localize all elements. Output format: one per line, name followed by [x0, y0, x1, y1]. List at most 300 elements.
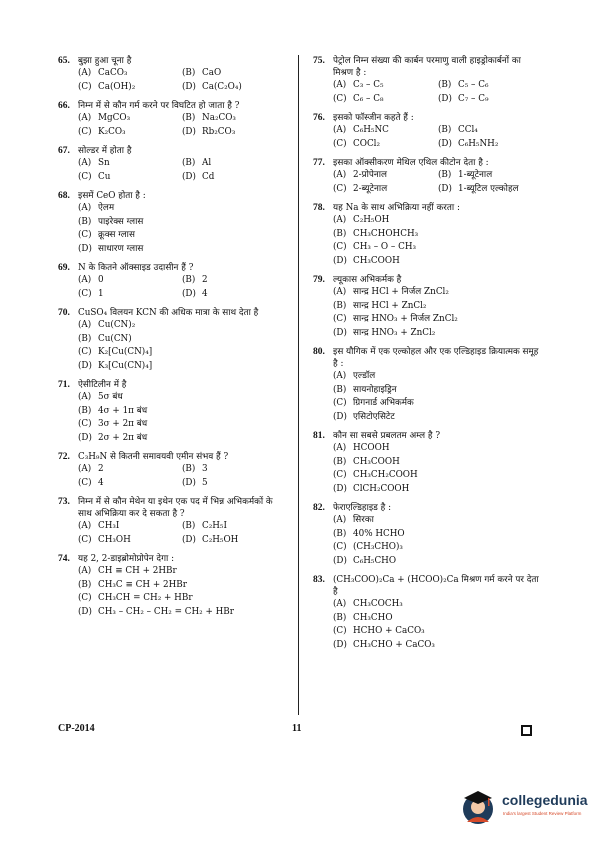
question-block	[58, 100, 286, 139]
answer-option	[182, 274, 286, 288]
graduate-icon	[458, 786, 498, 826]
option-text: 2	[98, 464, 104, 474]
answer-option	[333, 93, 438, 107]
answer-option	[78, 243, 286, 257]
option-text: K₂CO₃	[98, 126, 126, 137]
option-label: (D)	[333, 255, 347, 266]
answer-option	[333, 241, 543, 255]
option-label: (D)	[78, 432, 92, 443]
question-stem	[313, 430, 543, 442]
option-label: (C)	[333, 183, 347, 194]
option-text: CH₃OH	[98, 534, 131, 545]
question-number: 72.	[58, 452, 70, 462]
option-label: (C)	[333, 138, 347, 149]
option-text: 3σ + 2π बंध	[98, 419, 148, 429]
question-text: C₃H₉N से कितनी समावयवी एमीन संभव हैं ?	[78, 452, 229, 462]
end-square-icon	[521, 725, 532, 736]
question-block	[313, 55, 543, 106]
answer-option	[78, 520, 182, 534]
answer-option	[438, 79, 543, 93]
answer-option	[333, 169, 438, 183]
option-text: ऐलम	[98, 203, 115, 213]
option-label: (B)	[438, 125, 452, 135]
option-label: (C)	[78, 171, 92, 182]
answer-option	[78, 360, 286, 374]
option-label: (A)	[78, 275, 92, 285]
options-list	[333, 124, 543, 151]
option-text: 2	[202, 275, 208, 285]
options-list	[333, 442, 543, 496]
option-text: K₃[Cu(CN)₄]	[98, 360, 153, 371]
option-label: (D)	[438, 183, 452, 194]
option-text: CH ≡ CH + 2HBr	[98, 566, 177, 576]
option-label: (A)	[78, 113, 92, 123]
options-list	[333, 514, 543, 568]
options-list	[78, 520, 286, 547]
option-label: (A)	[333, 80, 347, 90]
option-text: CCl₄	[458, 125, 478, 135]
option-text: सान्द्र HNO₃ + ZnCl₂	[353, 327, 436, 338]
answer-option	[182, 67, 286, 81]
option-text: CH₃CHOHCH₃	[353, 228, 419, 239]
option-label: (B)	[333, 300, 347, 311]
question-stem	[58, 145, 286, 157]
answer-option	[438, 138, 543, 152]
option-label: (D)	[182, 171, 196, 182]
question-number: 77.	[313, 158, 325, 168]
option-label: (D)	[333, 483, 347, 494]
option-label: (A)	[333, 515, 347, 525]
option-label: (B)	[333, 384, 347, 395]
question-block	[313, 202, 543, 268]
options-list	[333, 598, 543, 652]
option-text: CH₃COOH	[353, 456, 400, 467]
option-label: (B)	[182, 521, 196, 531]
option-label: (A)	[78, 158, 92, 168]
answer-option	[78, 274, 182, 288]
logo-tagline: India's largest Student Review Platform	[503, 811, 582, 816]
logo-brand: collegedunia	[502, 792, 588, 808]
option-label: (C)	[78, 593, 92, 603]
answer-option	[182, 157, 286, 171]
option-label: (A)	[333, 215, 347, 225]
column-divider	[298, 55, 299, 715]
option-label: (B)	[333, 228, 347, 239]
option-label: (A)	[78, 320, 92, 330]
question-block	[58, 451, 286, 490]
answer-option	[182, 171, 286, 185]
option-text: CH₃CHO + CaCO₃	[353, 639, 435, 650]
answer-option	[333, 411, 543, 425]
option-label: (B)	[333, 456, 347, 467]
option-text: CH₃COCH₃	[353, 599, 403, 609]
option-text: C₃ – C₅	[353, 80, 384, 90]
option-label: (B)	[78, 333, 92, 344]
option-label: (D)	[438, 93, 452, 104]
option-text: 4σ + 1π बंध	[98, 405, 148, 416]
option-text: C₅ – C₆	[458, 80, 489, 90]
question-block	[313, 157, 543, 196]
option-label: (D)	[78, 243, 92, 254]
options-list	[78, 67, 286, 94]
option-text: CH₃C ≡ CH + 2HBr	[98, 579, 187, 590]
answer-option	[182, 288, 286, 302]
option-text: ग्रिगनार्ड अभिकर्मक	[353, 398, 414, 408]
question-text: बुझा हुआ चूना है	[78, 56, 132, 66]
option-label: (D)	[333, 555, 347, 566]
option-label: (D)	[78, 360, 92, 371]
answer-option	[333, 384, 543, 398]
option-text: 0	[98, 275, 104, 285]
option-text: Cd	[202, 171, 215, 182]
answer-option	[333, 456, 543, 470]
question-number: 78.	[313, 203, 325, 213]
option-text: एसिटोएसिटेट	[353, 411, 395, 422]
answer-option	[333, 124, 438, 138]
option-text: 2σ + 2π बंध	[98, 432, 148, 443]
option-text: सिरका	[353, 515, 374, 525]
option-label: (D)	[182, 534, 196, 545]
option-label: (C)	[78, 81, 92, 92]
option-text: सान्द्र HCl + निर्जल ZnCl₂	[353, 287, 449, 297]
option-text: Ca(C₂O₄)	[202, 81, 242, 92]
collegedunia-logo	[458, 786, 588, 826]
option-label: (A)	[78, 566, 92, 576]
question-block	[58, 145, 286, 184]
left-column	[58, 55, 286, 625]
option-label: (D)	[333, 639, 347, 650]
answer-option	[78, 157, 182, 171]
answer-option	[78, 216, 286, 230]
answer-option	[182, 534, 286, 548]
question-block	[58, 553, 286, 619]
answer-option	[333, 469, 543, 483]
question-number: 68.	[58, 191, 70, 201]
options-list	[78, 274, 286, 301]
option-text: C₆H₅NC	[353, 125, 389, 135]
question-number: 76.	[313, 113, 325, 123]
option-text: Cu(CN)	[98, 333, 132, 344]
question-block	[313, 430, 543, 496]
question-block	[58, 190, 286, 256]
option-text: Cu	[98, 171, 111, 182]
answer-option	[78, 391, 286, 405]
answer-option	[78, 579, 286, 593]
answer-option	[182, 81, 286, 95]
answer-option	[333, 183, 438, 197]
answer-option	[182, 477, 286, 491]
option-text: CH₃COOH	[353, 255, 400, 266]
question-text: निम्न में से कौन गर्म करने पर विघटित हो जाता है ?	[78, 101, 240, 111]
answer-option	[333, 483, 543, 497]
option-label: (B)	[78, 579, 92, 590]
question-text: इस यौगिक में एक एल्कोहल और एक एल्डिहाइड क्रियात्मक समूह है :	[333, 347, 539, 369]
option-label: (B)	[182, 113, 196, 123]
question-stem	[313, 346, 543, 370]
option-label: (B)	[182, 68, 196, 78]
option-label: (C)	[333, 93, 347, 104]
option-label: (C)	[78, 230, 92, 240]
question-stem	[58, 100, 286, 112]
option-text: K₂[Cu(CN)₄]	[98, 347, 153, 357]
option-label: (D)	[182, 288, 196, 299]
paper-code: CP-2014	[58, 723, 95, 734]
options-list	[333, 169, 543, 196]
options-list	[333, 286, 543, 340]
answer-option	[78, 534, 182, 548]
question-text: इसका ऑक्सीकरण मेथिल एथिल कीटोन देता है :	[333, 158, 489, 168]
answer-option	[78, 565, 286, 579]
option-text: एल्डॉल	[353, 371, 376, 381]
option-label: (C)	[78, 534, 92, 545]
option-text: CH₃CH₂COOH	[353, 470, 418, 480]
question-stem	[58, 451, 286, 463]
option-text: C₆H₅NH₂	[458, 138, 499, 149]
answer-option	[333, 639, 543, 653]
option-text: C₇ – C₉	[458, 93, 489, 104]
page-number: 11	[292, 723, 302, 734]
options-list	[333, 370, 543, 424]
question-number: 70.	[58, 308, 70, 318]
answer-option	[78, 477, 182, 491]
question-number: 83.	[313, 575, 325, 585]
answer-option	[78, 418, 286, 432]
answer-option	[333, 79, 438, 93]
answer-option	[78, 606, 286, 620]
option-text: सान्द्र HCl + ZnCl₂	[353, 300, 427, 311]
option-text: CaO	[202, 68, 222, 78]
answer-option	[438, 169, 543, 183]
question-text: इसको फॉस्जीन कहते हैं :	[333, 113, 414, 123]
answer-option	[78, 592, 286, 606]
answer-option	[333, 625, 543, 639]
question-stem	[58, 262, 286, 274]
option-text: 4	[202, 288, 208, 299]
answer-option	[333, 370, 543, 384]
question-block	[58, 262, 286, 301]
answer-option	[182, 463, 286, 477]
answer-option	[333, 327, 543, 341]
option-text: MgCO₃	[98, 113, 131, 123]
question-number: 74.	[58, 554, 70, 564]
option-label: (A)	[333, 599, 347, 609]
question-number: 71.	[58, 380, 70, 390]
options-list	[78, 463, 286, 490]
answer-option	[333, 255, 543, 269]
options-list	[78, 157, 286, 184]
option-label: (B)	[333, 528, 347, 539]
question-number: 75.	[313, 56, 325, 66]
option-text: 5	[202, 477, 208, 488]
option-label: (A)	[78, 68, 92, 78]
option-label: (B)	[438, 170, 452, 180]
question-text: निम्न में से कौन मेथेन या इथेन एक पद में भिन्न अभिकर्मकों के साथ अभिक्रिया कर दे सकता है ?	[78, 497, 273, 519]
question-number: 81.	[313, 431, 325, 441]
answer-option	[182, 520, 286, 534]
option-text: Al	[202, 158, 212, 168]
option-label: (A)	[333, 287, 347, 297]
question-block	[58, 379, 286, 445]
question-text: (CH₃COO)₂Ca + (HCOO)₂Ca मिश्रण गर्म करने पर देता है	[333, 575, 539, 597]
answer-option	[78, 126, 182, 140]
question-number: 79.	[313, 275, 325, 285]
answer-option	[438, 93, 543, 107]
option-label: (C)	[333, 542, 347, 552]
question-stem	[58, 379, 286, 391]
option-text: 5σ बंध	[98, 392, 123, 402]
answer-option	[333, 313, 543, 327]
answer-option	[78, 346, 286, 360]
question-stem	[58, 55, 286, 67]
option-text: ClCH₂COOH	[353, 483, 410, 494]
option-text: 2-ब्यूटेनाल	[353, 183, 388, 194]
question-text: ऐसीटिलीन में है	[78, 380, 127, 390]
option-label: (B)	[438, 80, 452, 90]
option-text: CH₃I	[98, 521, 120, 531]
option-text: Ca(OH)₂	[98, 81, 136, 92]
option-label: (A)	[78, 392, 92, 402]
options-list	[78, 319, 286, 373]
option-label: (D)	[182, 81, 196, 92]
answer-option	[78, 229, 286, 243]
question-stem	[313, 202, 543, 214]
question-stem	[313, 574, 543, 598]
answer-option	[78, 463, 182, 477]
option-label: (D)	[438, 138, 452, 149]
question-block	[313, 346, 543, 424]
question-block	[58, 307, 286, 373]
option-label: (B)	[182, 464, 196, 474]
answer-option	[333, 612, 543, 626]
question-stem	[313, 112, 543, 124]
option-label: (A)	[78, 203, 92, 213]
option-label: (C)	[78, 126, 92, 137]
option-text: 40% HCHO	[353, 528, 405, 539]
option-text: C₂H₅OH	[353, 215, 390, 225]
option-label: (C)	[333, 398, 347, 408]
option-text: 2-प्रोपेनाल	[353, 170, 387, 180]
question-number: 80.	[313, 347, 325, 357]
option-label: (B)	[182, 275, 196, 285]
option-label: (A)	[78, 521, 92, 531]
answer-option	[438, 124, 543, 138]
question-text: N के कितने ऑक्साइड उदासीन हैं ?	[78, 263, 194, 273]
answer-option	[333, 138, 438, 152]
option-text: सायनोहाइड्रिन	[353, 384, 397, 395]
answer-option	[78, 333, 286, 347]
answer-option	[182, 126, 286, 140]
option-text: (CH₃CHO)₃	[353, 542, 403, 552]
options-list	[78, 202, 286, 256]
option-text: 4	[98, 477, 104, 488]
option-label: (C)	[333, 626, 347, 636]
answer-option	[78, 319, 286, 333]
option-label: (D)	[333, 411, 347, 422]
question-stem	[313, 157, 543, 169]
option-text: C₂H₅OH	[202, 534, 239, 545]
question-block	[58, 496, 286, 547]
answer-option	[333, 442, 543, 456]
question-text: ल्यूकास अभिकर्मक है	[333, 275, 402, 285]
option-label: (D)	[182, 477, 196, 488]
option-label: (A)	[333, 371, 347, 381]
options-list	[333, 79, 543, 106]
option-text: CH₃ – CH₂ – CH₂ = CH₂ + HBr	[98, 606, 234, 617]
question-stem	[58, 553, 286, 565]
option-text: HCHO + CaCO₃	[353, 626, 425, 636]
question-block	[58, 55, 286, 94]
option-label: (B)	[182, 158, 196, 168]
question-stem	[313, 502, 543, 514]
answer-option	[333, 286, 543, 300]
question-text: यह 2, 2-डाइब्रोमोप्रोपेन देगा :	[78, 554, 175, 564]
option-label: (C)	[78, 347, 92, 357]
answer-option	[333, 228, 543, 242]
answer-option	[78, 67, 182, 81]
answer-option	[78, 112, 182, 126]
question-stem	[58, 496, 286, 520]
answer-option	[78, 202, 286, 216]
option-text: CaCO₃	[98, 68, 128, 78]
option-label: (A)	[333, 170, 347, 180]
question-text: पेट्रोल निम्न संख्या की कार्बन परमाणु वाली हाइड्रोकार्बनों का मिश्रण है :	[333, 56, 521, 78]
options-list	[78, 391, 286, 445]
option-text: COCl₂	[353, 138, 381, 149]
question-text: सोल्डर में होता है	[78, 146, 132, 156]
option-text: HCOOH	[353, 443, 390, 453]
answer-option	[333, 214, 543, 228]
question-text: फेराएल्डिहाइड है :	[333, 503, 392, 513]
answer-option	[78, 288, 182, 302]
option-text: Sn	[98, 158, 110, 168]
option-label: (C)	[78, 288, 92, 299]
question-block	[313, 502, 543, 568]
answer-option	[182, 112, 286, 126]
answer-option	[333, 598, 543, 612]
answer-option	[78, 405, 286, 419]
option-text: C₆H₅CHO	[353, 555, 397, 566]
option-text: CH₃CHO	[353, 612, 393, 623]
options-list	[78, 565, 286, 619]
question-stem	[313, 55, 543, 79]
option-label: (A)	[333, 443, 347, 453]
option-text: पाइरेक्स ग्लास	[98, 216, 144, 227]
option-text: 1-ब्यूटिल एल्कोहल	[458, 183, 519, 194]
question-stem	[313, 274, 543, 286]
answer-option	[333, 555, 543, 569]
option-text: सान्द्र HNO₃ + निर्जल ZnCl₂	[353, 314, 458, 324]
option-label: (B)	[78, 216, 92, 227]
option-label: (B)	[333, 612, 347, 623]
option-text: साधारण ग्लास	[98, 243, 144, 254]
option-text: Na₂CO₃	[202, 113, 236, 123]
option-label: (D)	[78, 606, 92, 617]
right-column	[313, 55, 543, 658]
question-block	[313, 574, 543, 652]
question-text: CuSO₄ विलयन KCN की अधिक मात्रा के साथ देता है	[78, 308, 259, 318]
question-text: इसमें CeO होता है :	[78, 191, 146, 201]
answer-option	[333, 528, 543, 542]
answer-option	[333, 300, 543, 314]
question-number: 73.	[58, 497, 70, 507]
question-number: 82.	[313, 503, 325, 513]
question-stem	[58, 307, 286, 319]
answer-option	[438, 183, 543, 197]
answer-option	[333, 514, 543, 528]
option-label: (D)	[333, 327, 347, 338]
question-block	[313, 112, 543, 151]
option-text: Cu(CN)₂	[98, 320, 136, 330]
